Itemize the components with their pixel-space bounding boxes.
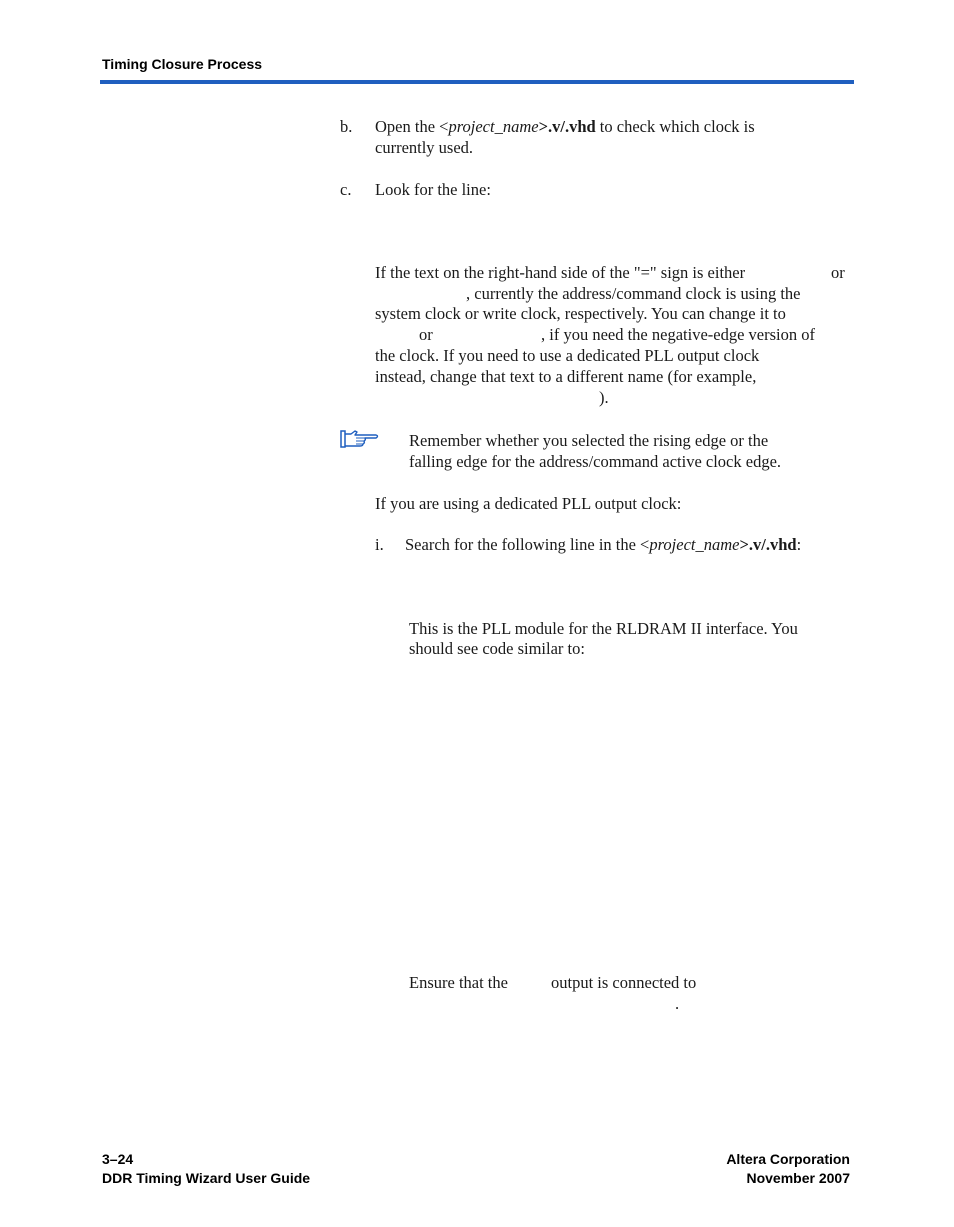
substep-i-post: : bbox=[796, 535, 802, 554]
header-rule bbox=[100, 80, 854, 84]
explanation-line7: ). bbox=[599, 388, 609, 407]
substep-i-label: i. bbox=[375, 535, 384, 554]
explanation-line1: If the text on the right-hand side of the "=" sign is either bbox=[375, 263, 746, 282]
footer-date: November 2007 bbox=[746, 1170, 850, 1186]
pll-intro: If you are using a dedicated PLL output clock: bbox=[375, 494, 682, 513]
explanation-line3: system clock or write clock, respectively. You can change it to bbox=[375, 304, 786, 323]
footer-guide-title: DDR Timing Wizard User Guide bbox=[102, 1170, 311, 1186]
ensure-end: . bbox=[675, 994, 680, 1013]
step-c-label: c. bbox=[340, 180, 352, 199]
explanation-line4-or: or bbox=[419, 325, 433, 344]
pll-desc-line2: should see code similar to: bbox=[409, 639, 585, 658]
pointing-hand-icon bbox=[340, 429, 380, 449]
substep-i-text bbox=[405, 534, 801, 555]
step-b-line2: currently used. bbox=[375, 138, 474, 157]
substep-i-ext: >.v/.vhd bbox=[739, 535, 797, 554]
step-b-pre: Open the < bbox=[375, 117, 449, 136]
substep-i-filename: project_name bbox=[649, 535, 740, 554]
substep-i-pre: Search for the following line in the < bbox=[405, 535, 650, 554]
step-b-filename: project_name bbox=[448, 117, 539, 136]
footer-page-number: 3–24 bbox=[102, 1151, 134, 1167]
pll-desc-line1: This is the PLL module for the RLDRAM II interface. You bbox=[409, 619, 798, 638]
note-line1: Remember whether you selected the rising edge or the bbox=[409, 431, 769, 450]
step-b-post: to check which clock is bbox=[595, 117, 755, 136]
footer-company: Altera Corporation bbox=[726, 1151, 850, 1167]
ensure-post: output is connected to bbox=[551, 973, 697, 992]
ensure-pre: Ensure that the bbox=[409, 973, 508, 992]
step-b-line1 bbox=[375, 116, 755, 137]
note-line2: falling edge for the address/command active clock edge. bbox=[409, 452, 782, 471]
step-c-text: Look for the line: bbox=[375, 180, 491, 199]
explanation-line5: the clock. If you need to use a dedicated PLL output clock bbox=[375, 346, 760, 365]
explanation-line6: instead, change that text to a different name (for example, bbox=[375, 367, 757, 386]
running-header: Timing Closure Process bbox=[102, 56, 263, 72]
explanation-line2: , currently the address/command clock is using the bbox=[466, 284, 801, 303]
step-b-label: b. bbox=[340, 117, 353, 136]
explanation-line4: , if you need the negative-edge version of bbox=[541, 325, 815, 344]
step-b-ext: >.v/.vhd bbox=[538, 117, 596, 136]
explanation-line1-or: or bbox=[831, 263, 845, 282]
